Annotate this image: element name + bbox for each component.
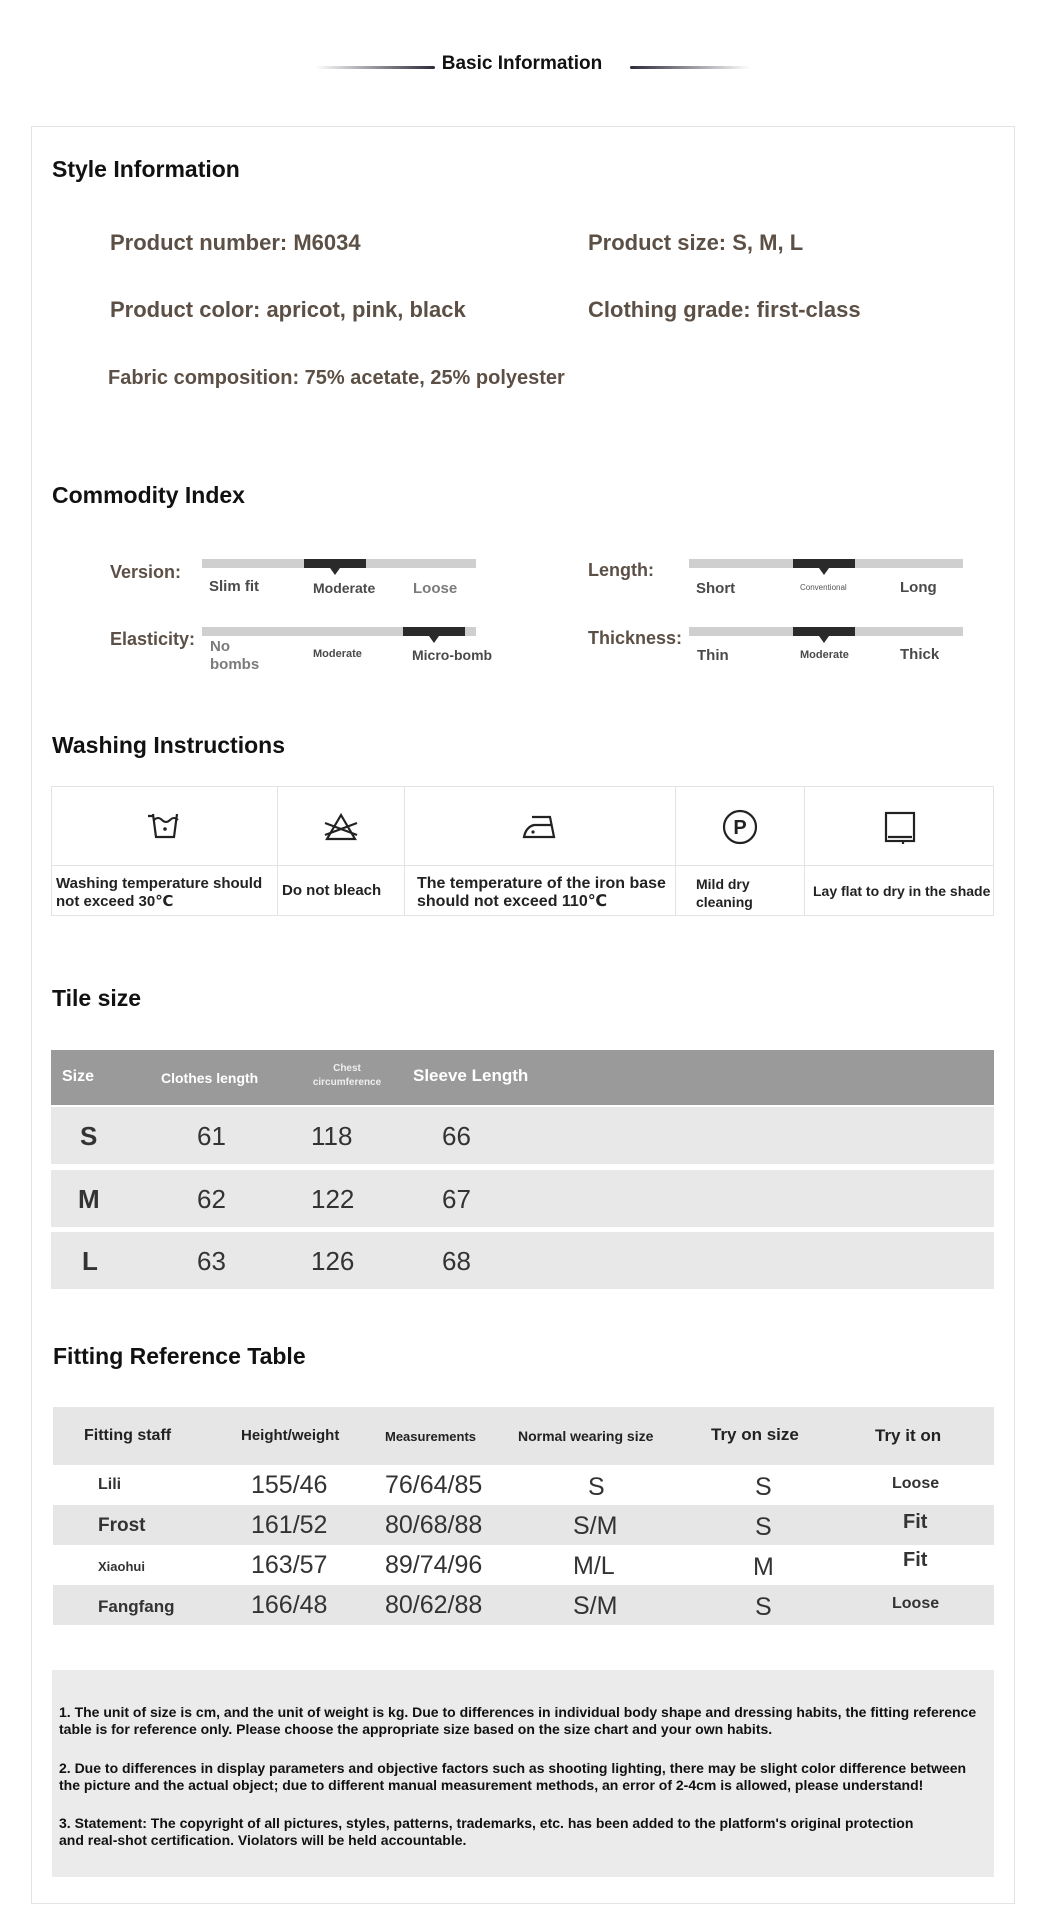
size-cell: L [82, 1246, 98, 1276]
size-header-sleeve: Sleeve Length [413, 1066, 529, 1085]
version-marker [330, 568, 340, 575]
length-option-conventional: Conventional [800, 583, 847, 592]
style-info-title: Style Information [52, 156, 240, 182]
size-cell: 118 [311, 1121, 353, 1151]
thickness-scale [689, 627, 963, 636]
clothing-grade: Clothing grade: first-class [588, 297, 861, 322]
fitting-row-lili [53, 1465, 994, 1505]
product-number: Product number: M6034 [110, 230, 361, 255]
elasticity-option-moderate: Moderate [313, 648, 362, 660]
fitting-cell: Loose [892, 1595, 940, 1612]
fitting-table-header [53, 1407, 994, 1465]
fitting-cell: M/L [573, 1552, 615, 1580]
washing-table [51, 786, 994, 916]
washing-cell-iron [404, 786, 676, 916]
washing-text-dryclean: Mild dry cleaning [696, 876, 753, 910]
washing-text-bleach: Do not bleach [282, 882, 382, 899]
washing-cell-dryclean [675, 786, 805, 916]
version-selected-segment [304, 559, 366, 568]
fitting-cell: 163/57 [251, 1551, 328, 1579]
elasticity-marker [429, 636, 439, 643]
fitting-cell: S [755, 1593, 772, 1621]
fitting-cell: Fit [903, 1511, 928, 1533]
header-decor-line-right [630, 66, 750, 69]
thickness-option-thin: Thin [697, 647, 729, 664]
washing-cell-flatdry [804, 786, 994, 916]
notes-box [52, 1670, 994, 1877]
fitting-cell: 161/52 [251, 1511, 328, 1539]
fitting-cell: 166/48 [251, 1591, 328, 1619]
size-cell: M [78, 1184, 100, 1214]
size-row-s [51, 1107, 994, 1164]
version-option-slim: Slim fit [209, 578, 260, 595]
fitting-header-tryon-size: Try on size [711, 1425, 799, 1444]
iron-icon [520, 807, 560, 847]
fitting-cell: 80/62/88 [385, 1591, 483, 1619]
size-row-m [51, 1170, 994, 1227]
elasticity-selected-segment [403, 627, 465, 636]
fitting-cell: 80/68/88 [385, 1511, 483, 1539]
size-cell: 67 [442, 1184, 471, 1214]
length-label: Length: [588, 560, 654, 580]
elasticity-scale [202, 627, 476, 636]
commodity-index-title: Commodity Index [52, 482, 245, 508]
size-header-chest: Chest circumference [312, 1063, 382, 1088]
fitting-header-staff: Fitting staff [84, 1427, 172, 1444]
size-cell: 66 [442, 1121, 471, 1151]
fitting-header-height: Height/weight [241, 1427, 340, 1444]
thickness-marker [819, 636, 829, 643]
version-option-loose: Loose [413, 580, 458, 597]
size-cell: S [80, 1121, 98, 1151]
size-header-size: Size [62, 1068, 95, 1085]
fitting-cell: Fit [903, 1549, 928, 1571]
elasticity-option-micro-bomb: Micro-bomb [412, 647, 493, 663]
product-color: Product color: apricot, pink, black [110, 297, 466, 322]
thickness-option-thick: Thick [900, 646, 940, 663]
fitting-row-frost [53, 1505, 994, 1545]
fitting-cell: Loose [892, 1475, 940, 1492]
length-option-short: Short [696, 580, 736, 597]
washing-title: Washing Instructions [52, 732, 285, 758]
length-option-long: Long [900, 579, 937, 596]
note-2: 2. Due to differences in display parameters and objective factors such as shooting lighting, there may be slight color difference between the picture and the actual object; due to different manual measurement methods, an error of 2-4cm is allowed, please understand! [59, 1760, 967, 1793]
fitting-cell: S/M [573, 1512, 618, 1540]
fitting-cell: Frost [98, 1515, 146, 1536]
note-3: 3. Statement: The copyright of all pictures, styles, patterns, trademarks, etc. has been added to the platform's original protection and real-shot certification. Violators will be held accountable. [59, 1815, 914, 1848]
fitting-cell: Xiaohui [98, 1559, 145, 1574]
dry-clean-p-icon [720, 807, 760, 847]
version-option-moderate: Moderate [313, 580, 376, 596]
length-scale [689, 559, 963, 568]
size-cell: 63 [197, 1246, 226, 1276]
thickness-selected-segment [793, 627, 855, 636]
tile-size-title: Tile size [52, 985, 142, 1011]
length-marker [819, 568, 829, 575]
fitting-cell: S [755, 1513, 772, 1541]
fitting-cell: 89/74/96 [385, 1551, 483, 1579]
size-cell: 126 [311, 1246, 355, 1276]
fitting-cell: Lili [98, 1476, 122, 1493]
fitting-header-normal: Normal wearing size [518, 1428, 654, 1444]
fitting-cell: 76/64/85 [385, 1471, 483, 1499]
size-cell: 62 [197, 1184, 226, 1214]
fitting-cell: S [588, 1473, 605, 1501]
wash-30-icon [145, 807, 185, 847]
size-cell: 122 [311, 1184, 355, 1214]
thickness-option-moderate: Moderate [800, 649, 849, 661]
fitting-header-tryon: Try it on [875, 1426, 942, 1445]
fitting-cell: 155/46 [251, 1471, 328, 1499]
size-cell: 61 [197, 1121, 226, 1151]
version-label: Version: [110, 562, 182, 582]
product-size: Product size: S, M, L [588, 230, 804, 255]
washing-text-flatdry: Lay flat to dry in the shade [813, 883, 991, 899]
fitting-row-fangfang [53, 1585, 994, 1625]
size-header-length: Clothes length [161, 1070, 259, 1086]
washing-text-temp: Washing temperature should not exceed 30℃ [56, 875, 263, 910]
no-bleach-icon [321, 807, 361, 847]
fitting-cell: M [753, 1553, 774, 1581]
version-scale [202, 559, 476, 568]
svg-text:P: P [733, 817, 747, 839]
elasticity-option-no-bombs: No bombs [210, 638, 260, 673]
length-selected-segment [793, 559, 855, 568]
note-1: 1. The unit of size is cm, and the unit of weight is kg. Due to differences in individual body shape and dressing habits, the fitting reference table is for reference only. Please choose the appropriate size based on the size chart and your own habits. [59, 1704, 977, 1737]
page-title: Basic Information [441, 53, 603, 74]
fitting-cell: S/M [573, 1592, 618, 1620]
content-frame [31, 126, 1015, 1904]
washing-cell-bleach [277, 786, 405, 916]
thickness-label: Thickness: [588, 628, 683, 648]
fitting-title: Fitting Reference Table [53, 1343, 306, 1369]
fitting-row-xiaohui [53, 1545, 994, 1585]
flat-dry-shade-icon [879, 807, 919, 847]
size-cell: 68 [442, 1246, 471, 1276]
elasticity-label: Elasticity: [110, 629, 196, 649]
size-table-header [51, 1050, 994, 1105]
fitting-cell: Fangfang [98, 1597, 175, 1616]
fabric-composition: Fabric composition: 75% acetate, 25% polyester [108, 367, 565, 389]
size-row-l [51, 1232, 994, 1289]
fitting-cell: S [755, 1473, 772, 1501]
washing-cell-temp [51, 786, 278, 916]
washing-text-iron: The temperature of the iron base should not exceed 110℃ [417, 875, 666, 910]
fitting-header-measurements: Measurements [385, 1429, 477, 1444]
